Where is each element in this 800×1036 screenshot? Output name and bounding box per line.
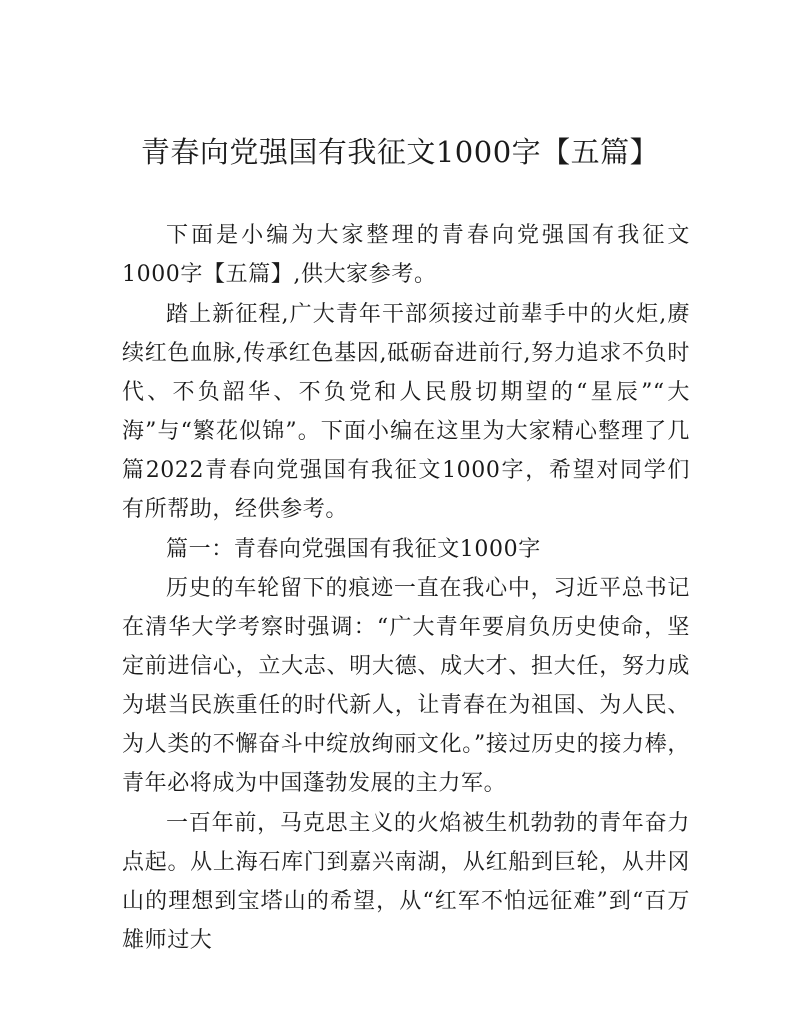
document-body: [122, 216, 690, 961]
body-paragraph: 一百年前，马克思主义的火焰被生机勃勃的青年奋力点起。从上海石库门到嘉兴南湖，从红船到巨轮，从井冈山的理想到宝塔山的希望，从“红军不怕远征难”到“百万雄师过大: [122, 811, 690, 953]
document-title: 青春向党强国有我征文1000字【五篇】: [140, 135, 660, 169]
intro-paragraph: 下面是小编为大家整理的青春向党强国有我征文1000字【五篇】,供大家参考。: [122, 223, 690, 287]
preface-paragraph: 踏上新征程,广大青年干部须接过前辈手中的火炬,赓续红色血脉,传承红色基因,砥砺奋进前行,努力追求不负时代、不负韶华、不负党和人民殷切期望的“星辰”“大海”与“繁花似锦”。下面小编在这里为大家精心整理了几篇2022青春向党强国有我征文1000字，希望对同学们有所帮助，经供参考。: [122, 302, 690, 522]
section-heading: 篇一：青春向党强国有我征文1000字: [166, 537, 541, 562]
body-paragraph: 历史的车轮留下的痕迹一直在我心中，习近平总书记在清华大学考察时强调：“广大青年要肩负历史使命，坚定前进信心，立大志、明大德、成大才、担大任，努力成为堪当民族重任的时代新人，让青春在为祖国、为人民、为人类的不懈奋斗中绽放绚丽文化。”接过历史的接力棒，青年必将成为中国蓬勃发展的主力军。: [122, 576, 690, 796]
